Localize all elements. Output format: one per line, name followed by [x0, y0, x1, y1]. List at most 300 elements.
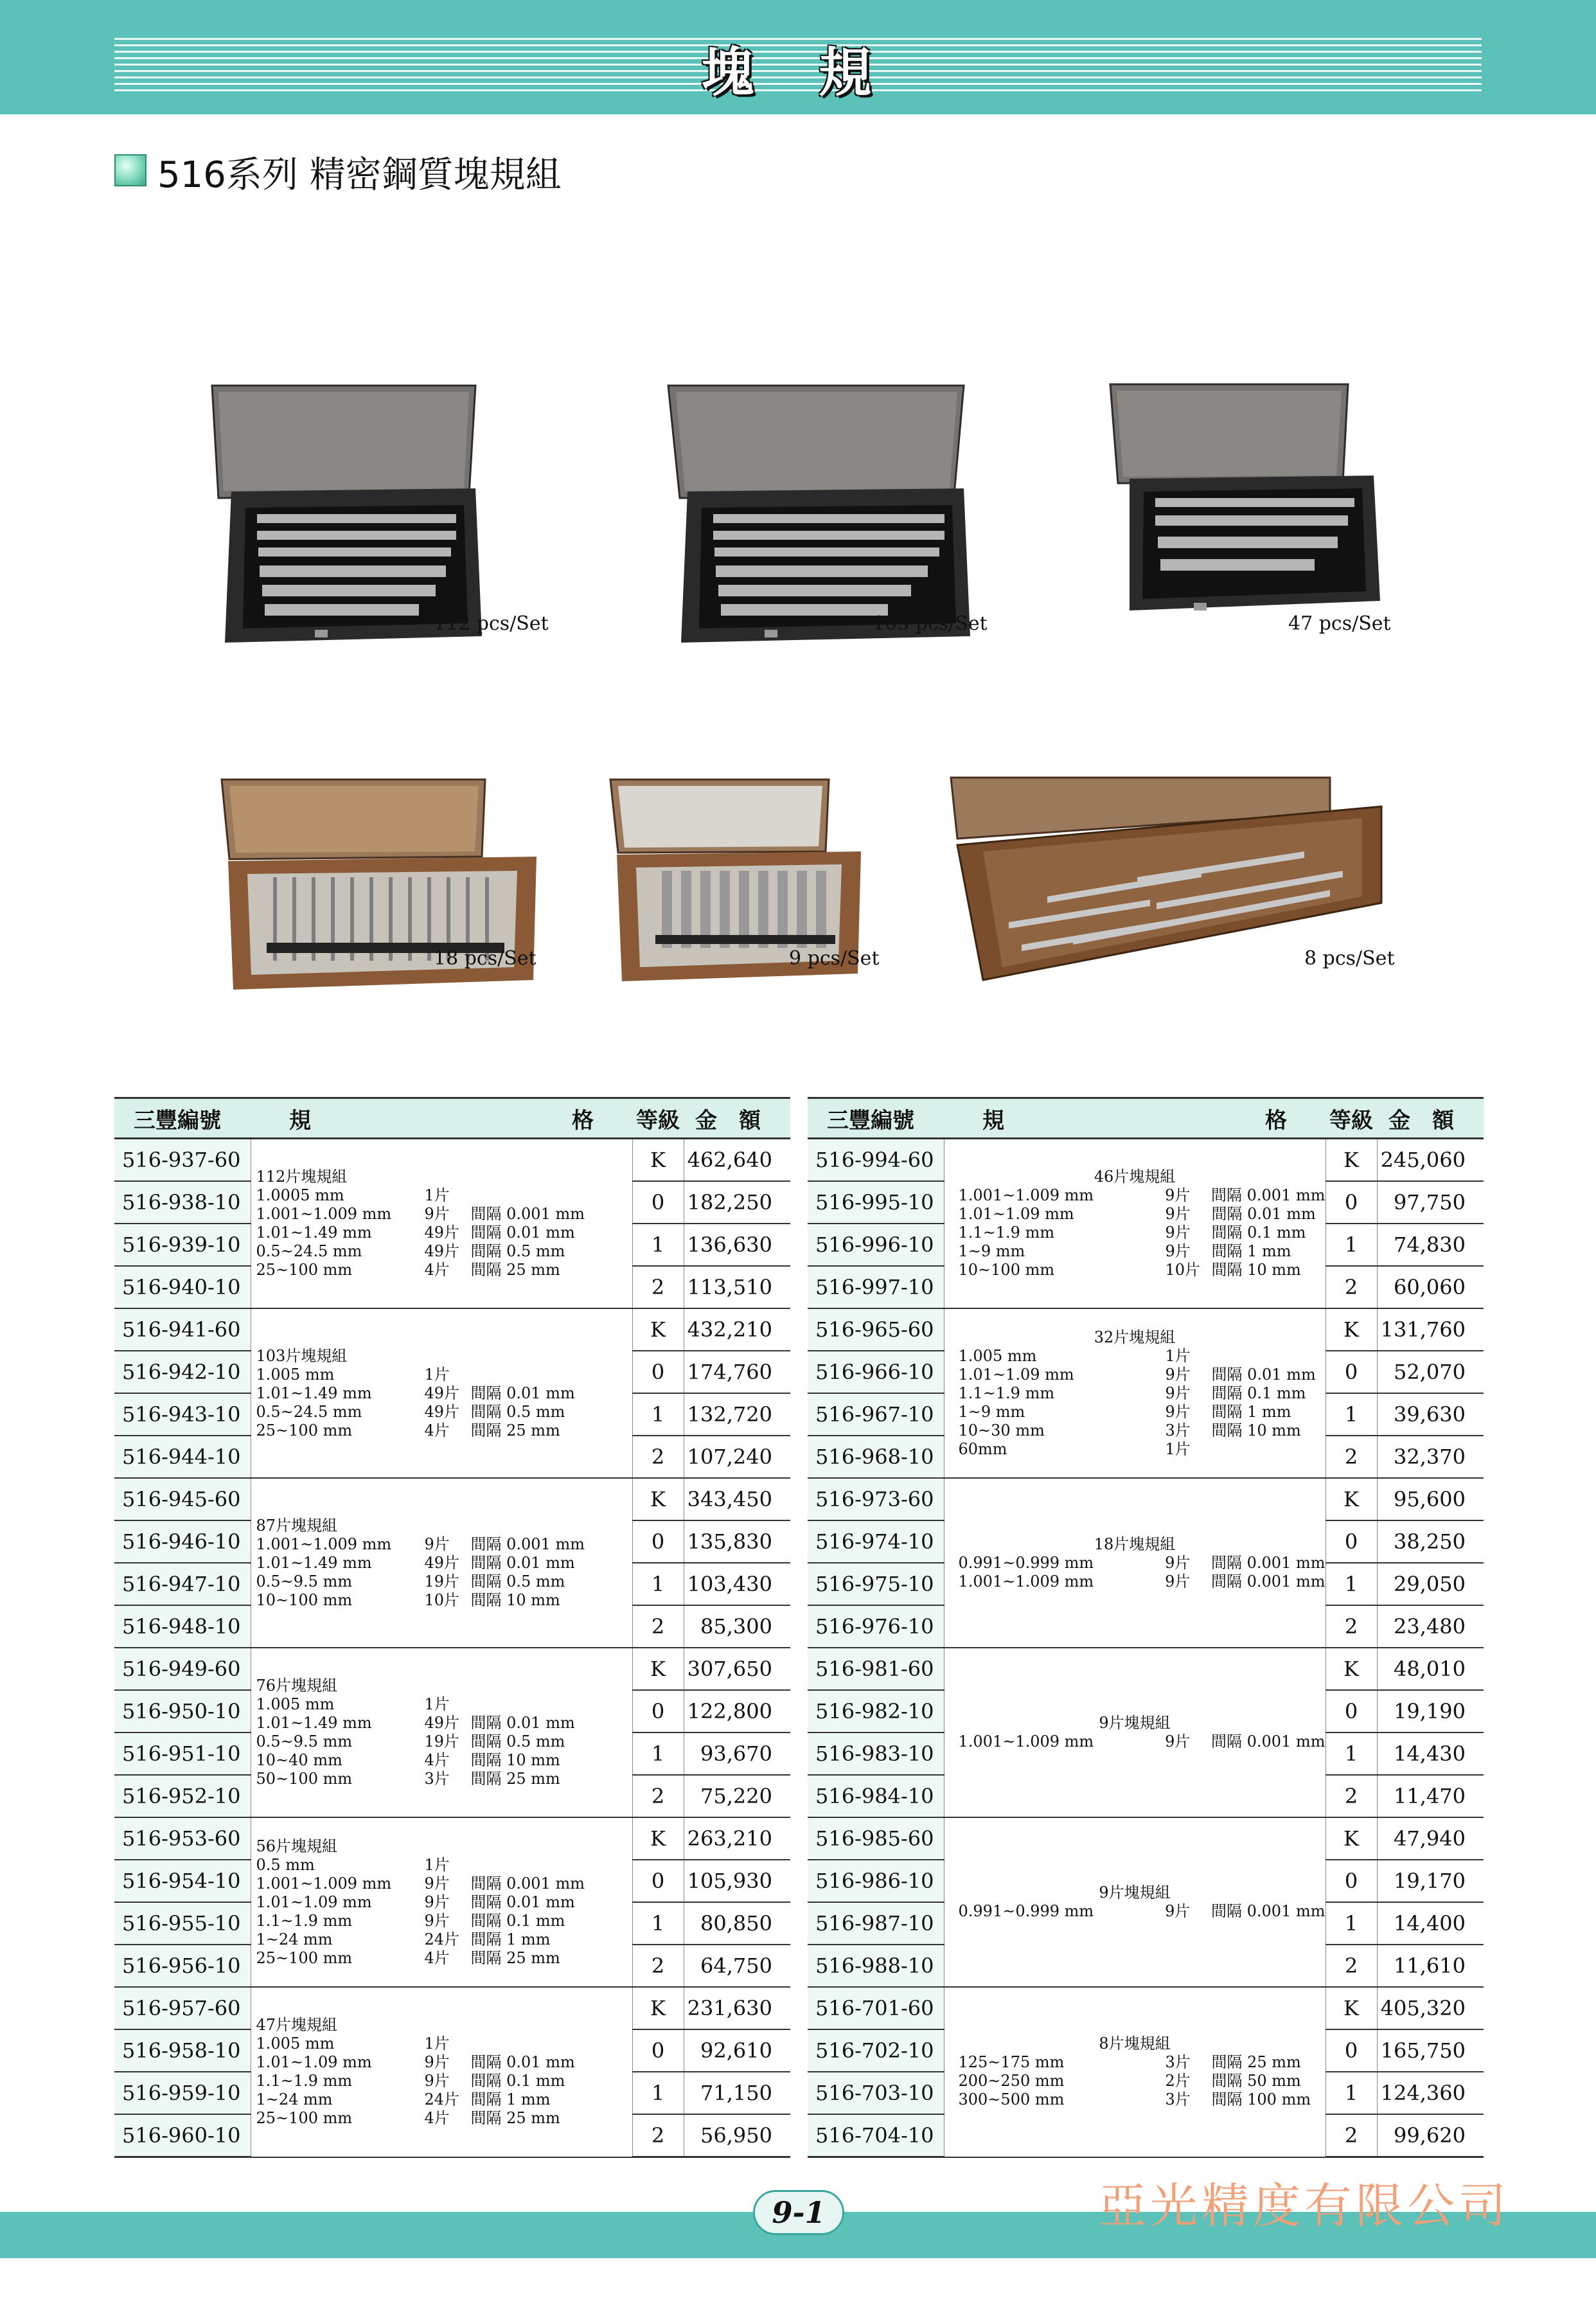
- price: 11,470: [1377, 1775, 1484, 1817]
- price: 135,830: [684, 1520, 790, 1563]
- spec-block: [251, 1837, 632, 1968]
- grade: 2: [1326, 1605, 1377, 1648]
- table-row: [114, 1817, 790, 1860]
- price: 103,430: [684, 1563, 790, 1605]
- spec-line: [944, 1732, 1326, 1751]
- product-code: 516-975-10: [808, 1563, 944, 1605]
- spec-line: [944, 1186, 1326, 1205]
- grade: K: [632, 1817, 684, 1860]
- spec-range: 300~500 mm: [958, 2090, 1065, 2109]
- section-title: 516系列 精密鋼質塊規組: [157, 154, 562, 196]
- table-row: [808, 1987, 1484, 2029]
- spec-step: 間隔 0.01 mm: [470, 2053, 575, 2072]
- spec-title: 9片塊規組: [1099, 1714, 1171, 1732]
- spec-pieces: 49片: [424, 1384, 460, 1402]
- photo-caption-112: 112 pcs/Set: [434, 612, 549, 635]
- spec-range: 1.1~1.9 mm: [958, 1224, 1055, 1242]
- grade: 2: [1326, 1775, 1377, 1817]
- spec-range: 1.01~1.09 mm: [958, 1365, 1074, 1384]
- table-row: [114, 1987, 790, 2029]
- product-code: 516-701-60: [808, 1987, 944, 2029]
- grade: 1: [1326, 1393, 1377, 1436]
- spec-step: 間隔 0.5 mm: [470, 1402, 565, 1421]
- spec-line: [251, 1421, 632, 1440]
- product-code: 516-939-10: [114, 1224, 251, 1266]
- header-spec-b: 格: [1265, 1107, 1287, 1134]
- spec-line: [251, 1572, 632, 1591]
- header-grade: 等級: [632, 1098, 684, 1139]
- price: 95,600: [1377, 1478, 1484, 1520]
- product-code: 516-994-60: [808, 1139, 944, 1182]
- spec-line: [251, 1554, 632, 1572]
- spec-line: [251, 1770, 632, 1788]
- grade: 1: [632, 1563, 684, 1605]
- spec-step: 間隔 25 mm: [470, 1770, 560, 1788]
- grade: 1: [632, 1224, 684, 1266]
- spec-line: [944, 1205, 1326, 1224]
- grade: 2: [632, 1775, 684, 1817]
- spec-title: 87片塊規組: [256, 1516, 338, 1535]
- product-code: 516-965-60: [808, 1308, 944, 1351]
- price: 132,720: [684, 1393, 790, 1436]
- product-code: 516-988-10: [808, 1945, 944, 1987]
- spec-pieces: 4片: [424, 1948, 450, 1967]
- spec-line: [944, 1242, 1326, 1261]
- spec-line: [251, 1751, 632, 1770]
- grade: 0: [632, 1520, 684, 1563]
- product-code: 516-983-10: [808, 1732, 944, 1775]
- grade: 2: [1326, 1945, 1377, 1987]
- product-code: 516-954-10: [114, 1860, 251, 1902]
- spec-pieces: 1片: [1165, 1439, 1191, 1458]
- price: 80,850: [684, 1902, 790, 1945]
- spec-cell: [251, 1817, 632, 1987]
- spec-pieces: 9片: [1165, 1553, 1191, 1572]
- spec-range: 60mm: [958, 1439, 1007, 1458]
- spec-range: 1.005 mm: [256, 2035, 335, 2053]
- product-code: 516-967-10: [808, 1393, 944, 1436]
- spec-step: 間隔 0.01 mm: [470, 1893, 575, 1911]
- spec-line: [251, 1732, 632, 1751]
- spec-pieces: 9片: [424, 1535, 450, 1553]
- grade: 1: [632, 1732, 684, 1775]
- spec-line: [944, 2072, 1326, 2090]
- spec-range: 25~100 mm: [256, 1261, 353, 1279]
- spec-pieces: 9片: [1165, 1902, 1191, 1920]
- spec-step: 間隔 0.5 mm: [470, 1572, 565, 1590]
- product-code: 516-937-60: [114, 1139, 251, 1182]
- header-spec: [944, 1098, 1326, 1139]
- product-code: 516-997-10: [808, 1266, 944, 1308]
- grade: 0: [632, 1181, 684, 1224]
- spec-line: [251, 2090, 632, 2109]
- spec-step: 間隔 1 mm: [1211, 1242, 1291, 1260]
- grade: 0: [1326, 1520, 1377, 1563]
- spec-cell: [944, 1987, 1326, 2157]
- spec-range: 25~100 mm: [256, 1421, 353, 1439]
- price: 182,250: [684, 1181, 790, 1224]
- right-price-table: [808, 1097, 1484, 2158]
- spec-step: 間隔 10 mm: [470, 1590, 560, 1609]
- grade: K: [632, 1308, 684, 1351]
- spec-pieces: 9片: [424, 1205, 450, 1223]
- gauge-set-photo-103: [662, 379, 983, 643]
- spec-range: 25~100 mm: [256, 2109, 353, 2128]
- spec-step: 間隔 0.5 mm: [470, 1732, 565, 1750]
- header-spec-b: 格: [572, 1107, 594, 1134]
- spec-pieces: 9片: [1165, 1205, 1191, 1223]
- spec-range: 1.001~1.009 mm: [256, 1535, 392, 1553]
- grade: 0: [1326, 2029, 1377, 2072]
- spec-line: [251, 1261, 632, 1279]
- spec-line: [944, 1902, 1326, 1921]
- spec-block: [944, 1884, 1326, 1921]
- photo-caption-103: 103 pcs/Set: [873, 612, 988, 635]
- spec-step: 間隔 0.01 mm: [470, 1384, 575, 1402]
- spec-pieces: 1片: [1165, 1346, 1191, 1365]
- spec-step: 間隔 0.01 mm: [1211, 1365, 1316, 1384]
- grade: 2: [1326, 1436, 1377, 1478]
- product-code: 516-982-10: [808, 1690, 944, 1732]
- product-code: 516-952-10: [114, 1775, 251, 1817]
- price: 122,800: [684, 1690, 790, 1732]
- grade: 2: [632, 2114, 684, 2157]
- spec-range: 125~175 mm: [958, 2053, 1065, 2072]
- spec-step: 間隔 10 mm: [470, 1751, 560, 1769]
- price: 124,360: [1377, 2072, 1484, 2114]
- header-price: 金 額: [1377, 1098, 1484, 1139]
- grade: 0: [632, 2029, 684, 2072]
- spec-step: 間隔 0.001 mm: [1211, 1732, 1326, 1750]
- spec-step: 間隔 10 mm: [1211, 1261, 1301, 1279]
- spec-range: 1.001~1.009 mm: [958, 1732, 1094, 1750]
- spec-block: [251, 1168, 632, 1279]
- spec-block: [944, 2035, 1326, 2109]
- spec-line: [944, 1421, 1326, 1440]
- spec-step: 間隔 0.001 mm: [1211, 1902, 1326, 1920]
- spec-range: 1.005 mm: [256, 1695, 335, 1713]
- spec-pieces: 9片: [424, 2053, 450, 2072]
- spec-pieces: 24片: [424, 1930, 460, 1948]
- price: 263,210: [684, 1817, 790, 1860]
- price: 245,060: [1377, 1139, 1484, 1182]
- spec-range: 50~100 mm: [256, 1770, 353, 1788]
- price: 32,370: [1377, 1436, 1484, 1478]
- spec-range: 0.5~9.5 mm: [256, 1572, 353, 1590]
- grade: 0: [1326, 1690, 1377, 1732]
- spec-cell: [944, 1648, 1326, 1817]
- spec-line: [944, 1384, 1326, 1403]
- grade: K: [1326, 1817, 1377, 1860]
- price: 52,070: [1377, 1351, 1484, 1393]
- spec-range: 1~24 mm: [256, 1930, 333, 1948]
- header-spec-a: 規: [982, 1107, 1004, 1134]
- spec-pieces: 10片: [1165, 1261, 1201, 1279]
- spec-step: 間隔 10 mm: [1211, 1421, 1301, 1439]
- spec-pieces: 49片: [424, 1224, 460, 1242]
- product-code: 516-987-10: [808, 1902, 944, 1945]
- price: 23,480: [1377, 1605, 1484, 1648]
- table-row: [808, 1478, 1484, 1520]
- spec-line: [251, 2109, 632, 2128]
- spec-cell: [251, 1987, 632, 2157]
- product-code: 516-976-10: [808, 1605, 944, 1648]
- spec-line: [944, 1261, 1326, 1279]
- spec-title: 56片塊規組: [256, 1837, 338, 1855]
- grade: 0: [632, 1351, 684, 1393]
- product-code: 516-704-10: [808, 2114, 944, 2157]
- product-code: 516-985-60: [808, 1817, 944, 1860]
- price: 39,630: [1377, 1393, 1484, 1436]
- table-row: [808, 1648, 1484, 1690]
- table-row: [114, 1308, 790, 1351]
- spec-range: 10~100 mm: [256, 1590, 353, 1609]
- spec-step: 間隔 1 mm: [470, 1930, 551, 1948]
- spec-pieces: 1片: [424, 1695, 450, 1713]
- price: 14,430: [1377, 1732, 1484, 1775]
- spec-pieces: 4片: [424, 2109, 450, 2128]
- spec-cell: [251, 1139, 632, 1309]
- product-code: 516-986-10: [808, 1860, 944, 1902]
- spec-block: [251, 1517, 632, 1610]
- price: 405,320: [1377, 1987, 1484, 2029]
- spec-pieces: 19片: [424, 1572, 460, 1590]
- company-name: 亞光精度有限公司: [1099, 2178, 1510, 2234]
- product-code: 516-968-10: [808, 1436, 944, 1478]
- product-code: 516-938-10: [114, 1181, 251, 1224]
- spec-range: 200~250 mm: [958, 2072, 1065, 2090]
- price: 113,510: [684, 1266, 790, 1308]
- price: 174,760: [684, 1351, 790, 1393]
- spec-pieces: 9片: [1165, 1365, 1191, 1384]
- grade: 1: [1326, 1224, 1377, 1266]
- spec-line: [251, 1591, 632, 1610]
- product-code: 516-960-10: [114, 2114, 251, 2157]
- spec-pieces: 3片: [424, 1770, 450, 1788]
- page-number: 9-1: [753, 2190, 844, 2235]
- spec-range: 1.005 mm: [256, 1365, 335, 1384]
- right-table-body: [808, 1139, 1484, 2157]
- product-code: 516-995-10: [808, 1181, 944, 1224]
- price: 131,760: [1377, 1308, 1484, 1351]
- spec-range: 1.1~1.9 mm: [958, 1384, 1055, 1402]
- spec-pieces: 3片: [1165, 2053, 1191, 2072]
- spec-pieces: 9片: [424, 1893, 450, 1911]
- grade: K: [1326, 1648, 1377, 1690]
- table-row: [114, 1478, 790, 1520]
- spec-pieces: 9片: [1165, 1384, 1191, 1402]
- spec-range: 1.1~1.9 mm: [256, 2072, 353, 2090]
- spec-range: 0.5 mm: [256, 1855, 315, 1874]
- spec-step: 間隔 25 mm: [470, 1261, 560, 1279]
- spec-step: 間隔 0.1 mm: [1211, 1384, 1306, 1402]
- spec-range: 10~40 mm: [256, 1751, 342, 1769]
- grade: 0: [1326, 1181, 1377, 1224]
- spec-step: 間隔 0.001 mm: [470, 1205, 585, 1223]
- spec-line: [251, 1856, 632, 1875]
- spec-range: 0.5~24.5 mm: [256, 1402, 362, 1421]
- spec-step: 間隔 0.001 mm: [470, 1535, 585, 1553]
- photo-caption-47: 47 pcs/Set: [1288, 612, 1391, 635]
- spec-line: [251, 1366, 632, 1384]
- spec-step: 間隔 0.001 mm: [1211, 1572, 1326, 1590]
- price: 19,170: [1377, 1860, 1484, 1902]
- product-code: 516-948-10: [114, 1605, 251, 1648]
- spec-pieces: 49片: [424, 1242, 460, 1260]
- spec-pieces: 9片: [1165, 1402, 1191, 1421]
- spec-title: 76片塊規組: [256, 1677, 338, 1695]
- spec-title: 112片塊規組: [256, 1168, 348, 1186]
- price: 165,750: [1377, 2029, 1484, 2072]
- spec-cell: [944, 1817, 1326, 1987]
- product-code: 516-950-10: [114, 1690, 251, 1732]
- spec-line: [944, 1440, 1326, 1459]
- spec-line: [944, 1403, 1326, 1421]
- spec-line: [251, 2072, 632, 2090]
- price: 47,940: [1377, 1817, 1484, 1860]
- spec-range: 1.005 mm: [958, 1346, 1037, 1365]
- product-code: 516-981-60: [808, 1648, 944, 1690]
- product-code: 516-957-60: [114, 1987, 251, 2029]
- spec-pieces: 3片: [1165, 2090, 1191, 2109]
- spec-pieces: 1片: [424, 1186, 450, 1204]
- spec-pieces: 4片: [424, 1421, 450, 1439]
- price: 307,650: [684, 1648, 790, 1690]
- spec-range: 1.01~1.49 mm: [256, 1553, 372, 1572]
- spec-pieces: 9片: [1165, 1732, 1191, 1750]
- spec-range: 10~30 mm: [958, 1421, 1045, 1439]
- spec-step: 間隔 25 mm: [470, 2109, 560, 2128]
- price: 11,610: [1377, 1945, 1484, 1987]
- spec-range: 0.991~0.999 mm: [958, 1553, 1094, 1572]
- price: 462,640: [684, 1139, 790, 1182]
- spec-step: 間隔 100 mm: [1211, 2090, 1311, 2109]
- spec-cell: [251, 1308, 632, 1478]
- photo-caption-8: 8 pcs/Set: [1304, 947, 1395, 970]
- spec-step: 間隔 0.01 mm: [470, 1714, 575, 1732]
- photo-caption-9: 9 pcs/Set: [789, 947, 880, 970]
- spec-block: [251, 1677, 632, 1788]
- price: 14,400: [1377, 1902, 1484, 1945]
- spec-line: [251, 1714, 632, 1732]
- spec-line: [251, 1403, 632, 1421]
- price: 85,300: [684, 1605, 790, 1648]
- spec-range: 25~100 mm: [256, 1948, 353, 1967]
- spec-line: [944, 2090, 1326, 2109]
- spec-line: [251, 1384, 632, 1403]
- spec-range: 1~24 mm: [256, 2090, 333, 2109]
- spec-range: 0.5~24.5 mm: [256, 1242, 362, 1260]
- photo-caption-18: 18 pcs/Set: [434, 947, 536, 970]
- spec-step: 間隔 0.1 mm: [470, 1911, 565, 1930]
- spec-pieces: 9片: [424, 1911, 450, 1930]
- spec-range: 1.01~1.09 mm: [256, 1893, 372, 1911]
- price: 19,190: [1377, 1690, 1484, 1732]
- price: 71,150: [684, 2072, 790, 2114]
- spec-step: 間隔 0.5 mm: [470, 1242, 565, 1260]
- spec-range: 1.0005 mm: [256, 1186, 344, 1204]
- gauge-set-photo-47: [1104, 379, 1387, 614]
- spec-pieces: 9片: [424, 2072, 450, 2090]
- grade: 2: [632, 1945, 684, 1987]
- grade: K: [1326, 1308, 1377, 1351]
- spec-range: 0.5~9.5 mm: [256, 1732, 353, 1750]
- spec-step: 間隔 25 mm: [470, 1948, 560, 1967]
- spec-step: 間隔 25 mm: [1211, 2053, 1301, 2072]
- grade: K: [1326, 1987, 1377, 2029]
- price: 92,610: [684, 2029, 790, 2072]
- spec-step: 間隔 0.01 mm: [470, 1224, 575, 1242]
- price: 60,060: [1377, 1266, 1484, 1308]
- table-row: [808, 1308, 1484, 1351]
- spec-line: [251, 2053, 632, 2072]
- spec-cell: [251, 1478, 632, 1648]
- spec-range: 10~100 mm: [958, 1261, 1055, 1279]
- left-price-table: [114, 1097, 790, 2158]
- product-code: 516-702-10: [808, 2029, 944, 2072]
- spec-range: 1.1~1.9 mm: [256, 1911, 353, 1930]
- spec-range: 1~9 mm: [958, 1242, 1025, 1260]
- grade: 1: [1326, 1732, 1377, 1775]
- price: 107,240: [684, 1436, 790, 1478]
- grade: 1: [1326, 1902, 1377, 1945]
- spec-range: 1.001~1.009 mm: [256, 1874, 392, 1893]
- product-code: 516-974-10: [808, 1520, 944, 1563]
- product-code: 516-959-10: [114, 2072, 251, 2114]
- product-code: 516-943-10: [114, 1393, 251, 1436]
- spec-line: [944, 1224, 1326, 1242]
- spec-range: 1.01~1.09 mm: [256, 2053, 372, 2072]
- price: 56,950: [684, 2114, 790, 2157]
- table-row: [808, 1139, 1484, 1182]
- price: 231,630: [684, 1987, 790, 2029]
- spec-step: 間隔 0.01 mm: [470, 1553, 575, 1572]
- spec-pieces: 9片: [424, 1874, 450, 1893]
- table-row: [114, 1648, 790, 1690]
- spec-range: 1.01~1.49 mm: [256, 1714, 372, 1732]
- spec-pieces: 49片: [424, 1714, 460, 1732]
- grade: 0: [632, 1690, 684, 1732]
- price: 432,210: [684, 1308, 790, 1351]
- spec-range: 1.01~1.49 mm: [256, 1384, 372, 1402]
- grade: K: [632, 1987, 684, 2029]
- product-code: 516-984-10: [808, 1775, 944, 1817]
- product-code: 516-703-10: [808, 2072, 944, 2114]
- spec-title: 47片塊規組: [256, 2016, 338, 2035]
- table-header-row: [808, 1098, 1484, 1139]
- spec-range: 1.01~1.49 mm: [256, 1224, 372, 1242]
- grade: 1: [632, 2072, 684, 2114]
- spec-cell: [944, 1478, 1326, 1648]
- price: 105,930: [684, 1860, 790, 1902]
- spec-pieces: 9片: [1165, 1186, 1191, 1204]
- product-code: 516-949-60: [114, 1648, 251, 1690]
- spec-line: [251, 1893, 632, 1912]
- grade: 1: [632, 1902, 684, 1945]
- price: 343,450: [684, 1478, 790, 1520]
- spec-title: 9片塊規組: [1099, 1884, 1171, 1902]
- spec-step: 間隔 0.01 mm: [1211, 1205, 1316, 1223]
- spec-pieces: 19片: [424, 1732, 460, 1750]
- grade: 1: [1326, 1563, 1377, 1605]
- price: 136,630: [684, 1224, 790, 1266]
- product-code: 516-940-10: [114, 1266, 251, 1308]
- product-code: 516-951-10: [114, 1732, 251, 1775]
- product-code: 516-956-10: [114, 1945, 251, 1987]
- header-price: 金 額: [684, 1098, 790, 1139]
- spec-pieces: 9片: [1165, 1572, 1191, 1590]
- spec-line: [251, 1949, 632, 1968]
